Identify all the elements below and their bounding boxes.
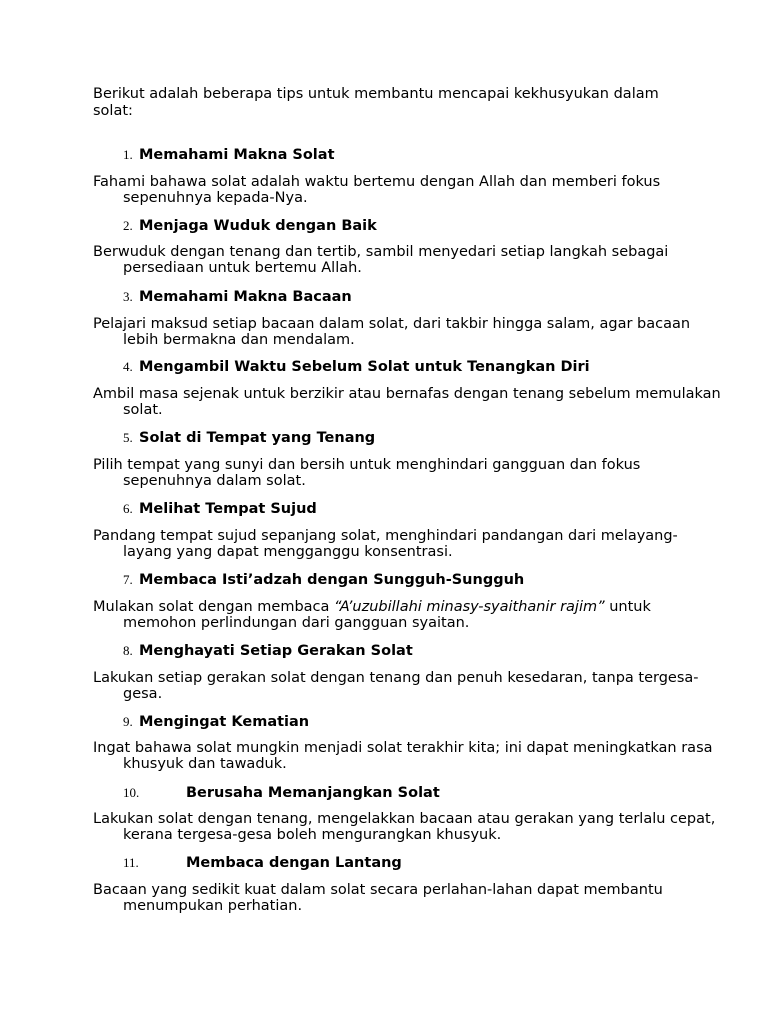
tip-description: Fahami bahawa solat adalah waktu bertemu dengan Allah dan memberi fokus sepenuhnya kepada-Nya.: [93, 174, 661, 206]
tip-heading: [123, 288, 352, 306]
tip-description: Ambil masa sejenak untuk berzikir atau bernafas dengan tenang sebelum memulakan solat.: [93, 386, 721, 418]
tip-description: Lakukan solat dengan tenang, mengelakkan bacaan atau gerakan yang terlalu cepat, kerana tergesa-gesa boleh mengurangkan khusyuk.: [93, 811, 716, 843]
tip-heading: [123, 854, 402, 872]
tip-heading: [123, 784, 440, 802]
tip-heading: [123, 571, 524, 589]
tip-heading: [123, 642, 413, 660]
tip-number: 6.: [123, 501, 133, 516]
tip-number: 7.: [123, 572, 133, 587]
tip-title: Memahami Makna Solat: [139, 147, 335, 163]
intro-paragraph: Berikut adalah beberapa tips untuk membantu mencapai kekhusyukan dalam solat:: [93, 86, 659, 119]
tip-title: Mengingat Kematian: [139, 714, 310, 730]
tip-heading: [123, 146, 335, 164]
tip-description: Pilih tempat yang sunyi dan bersih untuk menghindari gangguan dan fokus sepenuhnya dalam solat.: [93, 457, 641, 489]
tip-title: Menjaga Wuduk dengan Baik: [139, 218, 377, 234]
tip-title: Menghayati Setiap Gerakan Solat: [139, 643, 413, 659]
tip-description: Lakukan setiap gerakan solat dengan tenang dan penuh kesedaran, tanpa tergesa-gesa.: [93, 670, 699, 702]
tip-title: Membaca Isti’adzah dengan Sungguh-Sungguh: [139, 572, 525, 588]
tip-heading: [123, 358, 590, 376]
tip-number: 5.: [123, 430, 133, 445]
tip-description: Bacaan yang sedikit kuat dalam solat secara perlahan-lahan dapat membantu menumpukan perhatian.: [93, 882, 663, 914]
tip-heading: [123, 500, 317, 518]
tip-number: 3.: [123, 289, 133, 304]
tip-number: 9.: [123, 714, 133, 729]
tip-title: Memahami Makna Bacaan: [139, 289, 352, 305]
tip-title: Berusaha Memanjangkan Solat: [186, 785, 440, 801]
tip-title: Mengambil Waktu Sebelum Solat untuk Tenangkan Diri: [139, 359, 590, 375]
tip-title: Membaca dengan Lantang: [186, 855, 402, 871]
tip-description: Berwuduk dengan tenang dan tertib, sambil menyedari setiap langkah sebagai persediaan untuk bertemu Allah.: [93, 244, 669, 276]
tip-heading: [123, 713, 309, 731]
tip-description: Pandang tempat sujud sepanjang solat, menghindari pandangan dari melayang-layang yang dapat mengganggu konsentrasi.: [93, 528, 678, 560]
tip-number: 11.: [123, 855, 139, 870]
isti-adzah-quote: “A’uzubillahi minasy-syaithanir rajim”: [334, 599, 605, 615]
tip-number: 4.: [123, 359, 133, 374]
tip-number: 8.: [123, 643, 133, 658]
tip-heading: [123, 217, 377, 235]
desc-text: untuk memohon perlindungan dari gangguan syaitan.: [123, 599, 651, 631]
tip-description: Ingat bahawa solat mungkin menjadi solat terakhir kita; ini dapat meningkatkan rasa khusyuk dan tawaduk.: [93, 740, 713, 772]
tip-number: 1.: [123, 147, 133, 162]
tip-title: Solat di Tempat yang Tenang: [139, 430, 376, 446]
tip-heading: [123, 429, 375, 447]
tip-title: Melihat Tempat Sujud: [139, 501, 317, 517]
tip-number: 10.: [123, 785, 140, 800]
tip-description: [93, 599, 723, 631]
tip-description: Pelajari maksud setiap bacaan dalam solat, dari takbir hingga salam, agar bacaan lebih bermakna dan mendalam.: [93, 316, 691, 348]
desc-text: Mulakan solat dengan membaca: [93, 599, 335, 615]
tip-number: 2.: [123, 218, 133, 233]
